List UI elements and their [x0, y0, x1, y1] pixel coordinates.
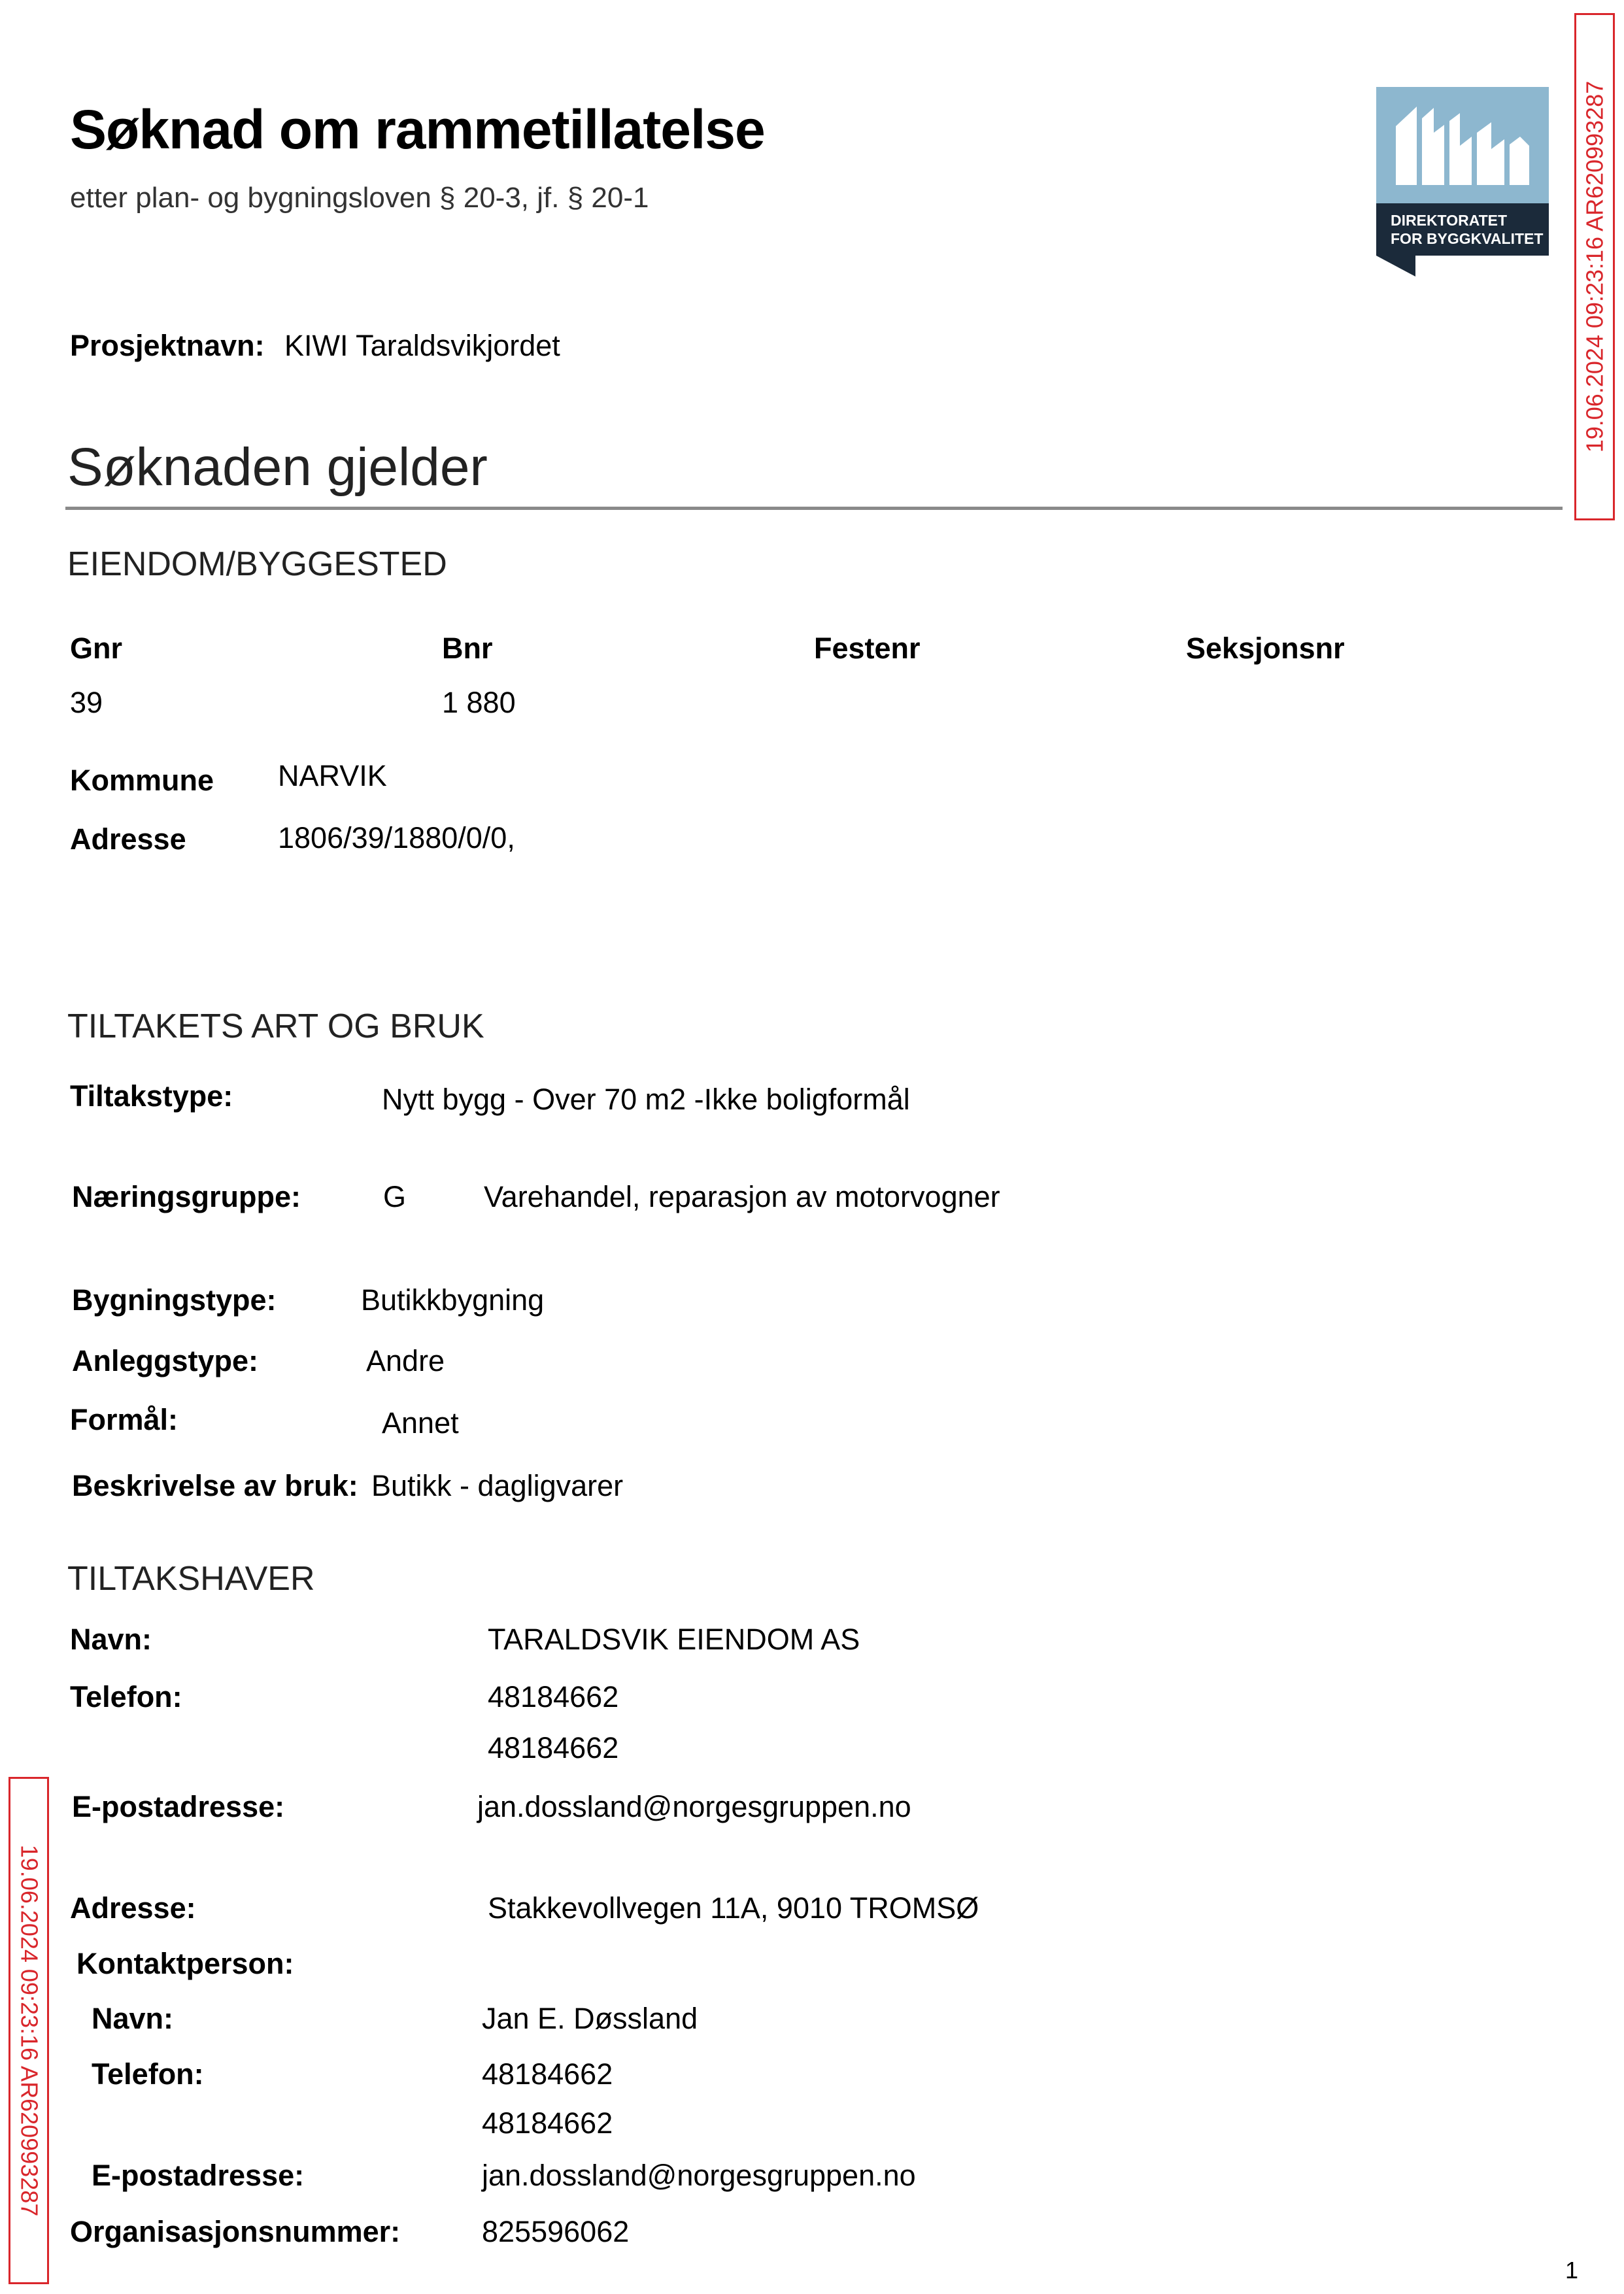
anleggstype-value: Andre	[366, 1344, 445, 1377]
beskrivelse-label: Beskrivelse av bruk:	[72, 1469, 358, 1502]
logo-line1: DIREKTORATET	[1391, 212, 1508, 229]
stamp-left	[8, 1777, 49, 2284]
gnr-value: 39	[70, 686, 103, 719]
tiltakshaver-heading: TILTAKSHAVER	[67, 1560, 315, 1598]
stamp-right	[1574, 13, 1615, 520]
adresse-value: 1806/39/1880/0/0,	[278, 821, 515, 854]
formal-label: Formål:	[70, 1403, 178, 1436]
th-navn-value: TARALDSVIK EIENDOM AS	[488, 1623, 860, 1656]
kp-navn-value: Jan E. Døssland	[482, 2002, 698, 2035]
naeringsgruppe-value: Varehandel, reparasjon av motorvogner	[484, 1180, 1000, 1213]
th-telefon-label: Telefon:	[70, 1680, 182, 1713]
th-epost-label: E-postadresse:	[72, 1790, 285, 1823]
dibk-logo	[1376, 87, 1549, 277]
kp-epost-label: E-postadresse:	[92, 2159, 305, 2192]
project-value: KIWI Taraldsvikjordet	[284, 329, 560, 362]
th-adresse-label: Adresse:	[70, 1891, 196, 1925]
kontaktperson-label: Kontaktperson:	[76, 1947, 294, 1980]
bnr-value: 1 880	[442, 686, 516, 719]
anleggstype-label: Anleggstype:	[72, 1344, 259, 1377]
bygningstype-value: Butikkbygning	[361, 1283, 545, 1317]
th-telefon-value-2: 48184662	[488, 1731, 619, 1764]
orgnr-value: 825596062	[482, 2215, 630, 2248]
formal-value: Annet	[382, 1406, 459, 1440]
kp-telefon-value-1: 48184662	[482, 2057, 613, 2091]
kp-telefon-label: Telefon:	[92, 2057, 204, 2091]
page-number: 1	[1565, 2257, 1578, 2284]
bygningstype-label: Bygningstype:	[72, 1283, 277, 1317]
th-adresse-value: Stakkevollvegen 11A, 9010 TROMSØ	[488, 1891, 979, 1925]
kommune-value: NARVIK	[278, 759, 387, 792]
kp-navn-label: Navn:	[92, 2002, 174, 2035]
bnr-label: Bnr	[442, 632, 493, 665]
tiltakstype-label: Tiltakstype:	[70, 1079, 233, 1113]
stamp-right-text: 19.06.2024 09:23:16 AR620993287	[1581, 80, 1608, 453]
project-label: Prosjektnavn:	[70, 329, 265, 362]
festenr-label: Festenr	[814, 632, 921, 665]
adresse-label: Adresse	[70, 822, 186, 856]
beskrivelse-value: Butikk - dagligvarer	[371, 1469, 624, 1502]
naeringsgruppe-label: Næringsgruppe:	[72, 1180, 301, 1213]
section-divider	[65, 507, 1563, 510]
th-telefon-value-1: 48184662	[488, 1680, 619, 1713]
kp-epost-value: jan.dossland@norgesgruppen.no	[482, 2159, 916, 2192]
logo-line2: FOR BYGGKVALITET	[1391, 230, 1544, 247]
tiltakstype-value: Nytt bygg - Over 70 m2 -Ikke boligformål	[382, 1083, 910, 1116]
gnr-label: Gnr	[70, 632, 123, 665]
kp-telefon-value-2: 48184662	[482, 2106, 613, 2140]
naeringsgruppe-code: G	[383, 1180, 407, 1213]
th-epost-value: jan.dossland@norgesgruppen.no	[477, 1790, 911, 1823]
document-subtitle: etter plan- og bygningsloven § 20-3, jf. § 20-1	[70, 182, 649, 214]
seksjonsnr-label: Seksjonsnr	[1186, 632, 1345, 665]
th-navn-label: Navn:	[70, 1623, 152, 1656]
property-heading: EIENDOM/BYGGESTED	[67, 545, 447, 583]
document-title: Søknad om rammetillatelse	[70, 99, 765, 160]
kommune-label: Kommune	[70, 764, 214, 797]
tiltak-heading: TILTAKETS ART OG BRUK	[67, 1007, 484, 1045]
section-heading: Søknaden gjelder	[67, 437, 488, 497]
orgnr-label: Organisasjonsnummer:	[70, 2215, 401, 2248]
stamp-left-text: 19.06.2024 09:23:16 AR620993287	[16, 1844, 42, 2217]
